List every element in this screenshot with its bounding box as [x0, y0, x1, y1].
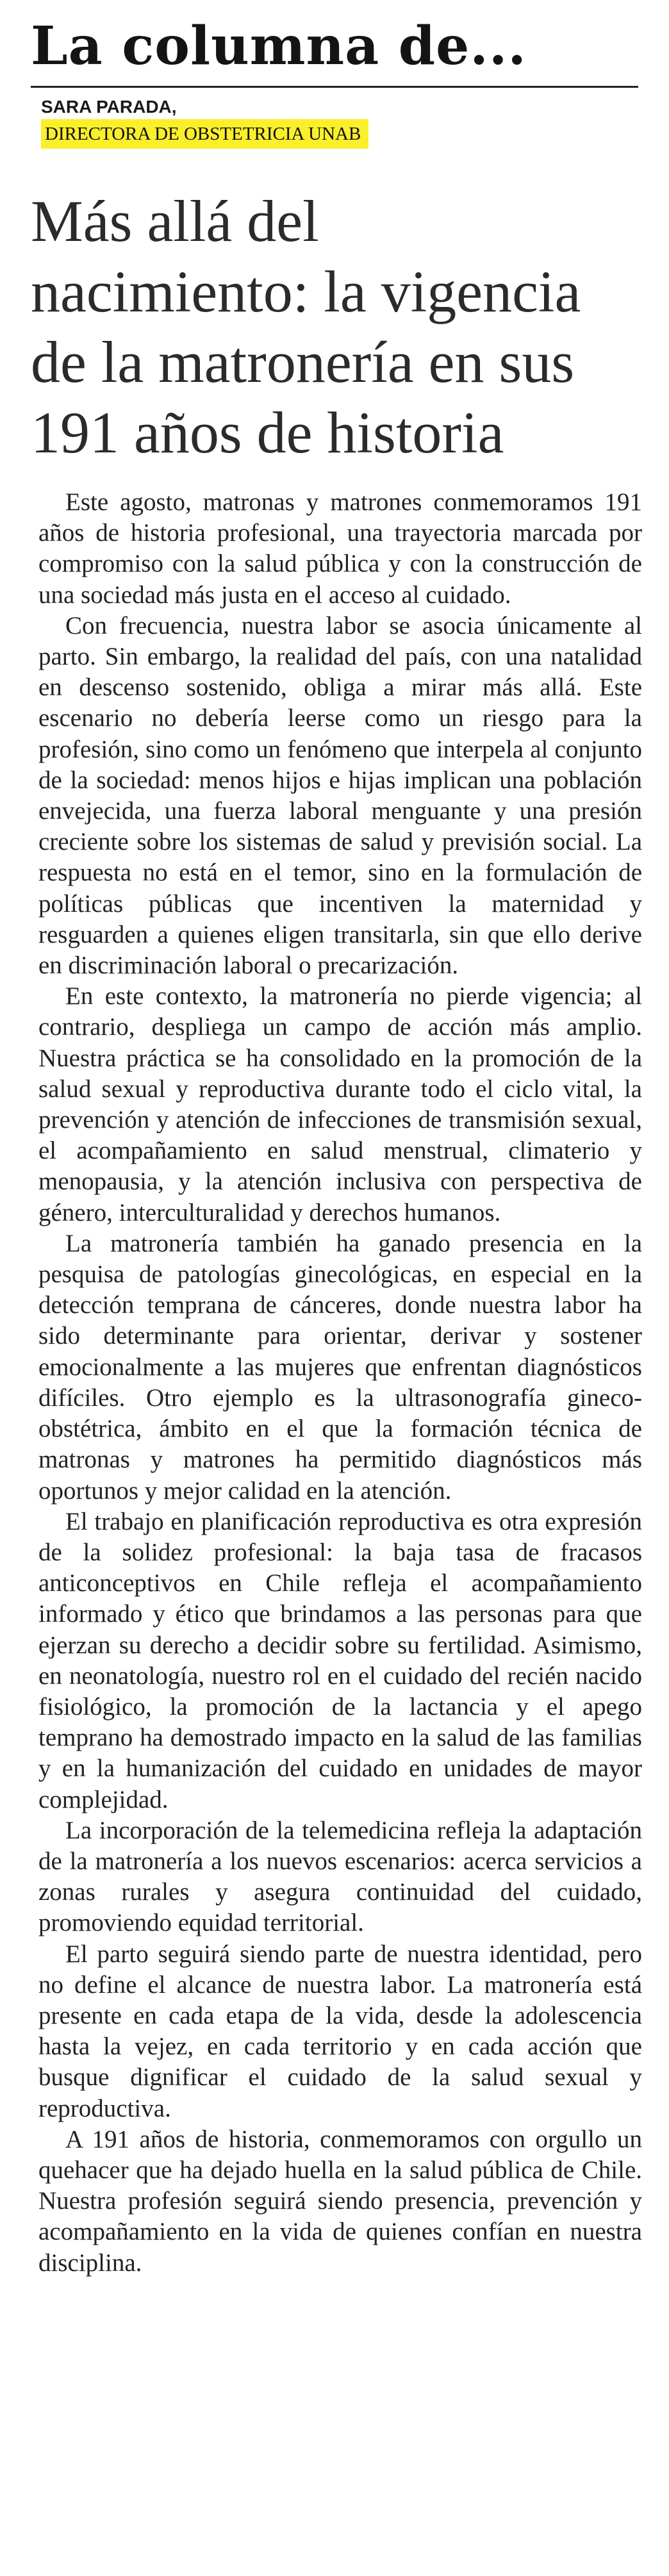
article-paragraph: La matronería también ha ganado presencia en la pesquisa de patologías ginecológicas, en especial en la detección temprana de cánceres, donde nuestra labor ha sido determinante para orientar, derivar y sostener emocionalmente a las mujeres que enfrentan diagnósticos difíciles. Otro ejemplo es la ultrasonografía gineco-obstétrica, ámbito en el que la formación técnica de matronas y matrones ha permitido diagnósticos más oportunos y mejor calidad en la atención. [38, 1229, 642, 1505]
article-body [38, 487, 642, 2279]
headline-line: 191 años de historia [31, 400, 504, 465]
article-paragraph: El trabajo en planificación reproductiva es otra expresión de la solidez profesional: la baja tasa de fracasos anticonceptivos en Chile refleja el acompañamiento informado y ético que brindamos a las personas para que ejerzan su derecho a decidir sobre su fertilidad. Asimismo, en neonatología, nuestro rol en el cuidado del recién nacido fisiológico, la promoción de la lactancia y el apego temprano ha demostrado impacto en la salud de las familias y en la humanización del cuidado en unidades de mayor complejidad. [38, 1507, 642, 1813]
article-paragraph: A 191 años de historia, conmemoramos con orgullo un quehacer que ha dejado huella en la salud pública de Chile. Nuestra profesión seguirá siendo presencia, prevención y acompañamiento en la vida de quienes confían en nuestra disciplina. [38, 2125, 642, 2277]
author-role-highlight: DIRECTORA DE OBSTETRICIA UNAB [41, 119, 368, 149]
article-paragraph: Con frecuencia, nuestra labor se asocia únicamente al parto. Sin embargo, la realidad del país, con una natalidad en descenso sostenido, obliga a mirar más allá. Este escenario no debería leerse como un riesgo para la profesión, sino como un fenómeno que interpela al conjunto de la sociedad: menos hijos e hijas implican una población envejecida, una fuerza laboral menguante y una presión creciente sobre los sistemas de salud y previsión social. La respuesta no está en el temor, sino en la formulación de políticas públicas que incentiven la maternidad y resguarden a quienes eligen transitarla, sin que ello derive en discriminación laboral o precarización. [38, 611, 642, 980]
headline-line: de la matronería en sus [31, 329, 575, 395]
article-paragraph: La incorporación de la telemedicina refleja la adaptación de la matronería a los nuevos escenarios: acerca servicios a zonas rurales y asegura continuidad del cuidado, promoviendo equidad territorial. [38, 1816, 642, 1937]
article-headline [31, 186, 646, 468]
article-paragraph: El parto seguirá siendo parte de nuestra identidad, pero no define el alcance de nuestra labor. La matronería está presente en cada etapa de la vida, desde la adolescencia hasta la vejez, en cada territorio y en cada acción que busque dignificar el cuidado de la salud sexual y reproductiva. [38, 1940, 642, 2122]
author-name: SARA PARADA, [41, 97, 177, 117]
article-paragraph: En este contexto, la matronería no pierde vigencia; al contrario, despliega un campo de acción más amplio. Nuestra práctica se ha consolidado en la promoción de la salud sexual y reproductiva durante todo el ciclo vital, la prevención y atención de infecciones de transmisión sexual, el acompañamiento en salud menstrual, climaterio y menopausia, y la atención inclusiva con perspectiva de género, interculturalidad y derechos humanos. [38, 982, 642, 1226]
title-divider [31, 86, 638, 88]
article-paragraph: Este agosto, matronas y matrones conmemoramos 191 años de historia profesional, una trayectoria marcada por compromiso con la salud pública y con la construcción de una sociedad más justa en el acceso al cuidado. [38, 488, 642, 609]
section-title: La columna de... [31, 15, 527, 77]
headline-line: nacimiento: la vigencia [31, 259, 581, 324]
headline-line: Más allá del [31, 188, 319, 254]
